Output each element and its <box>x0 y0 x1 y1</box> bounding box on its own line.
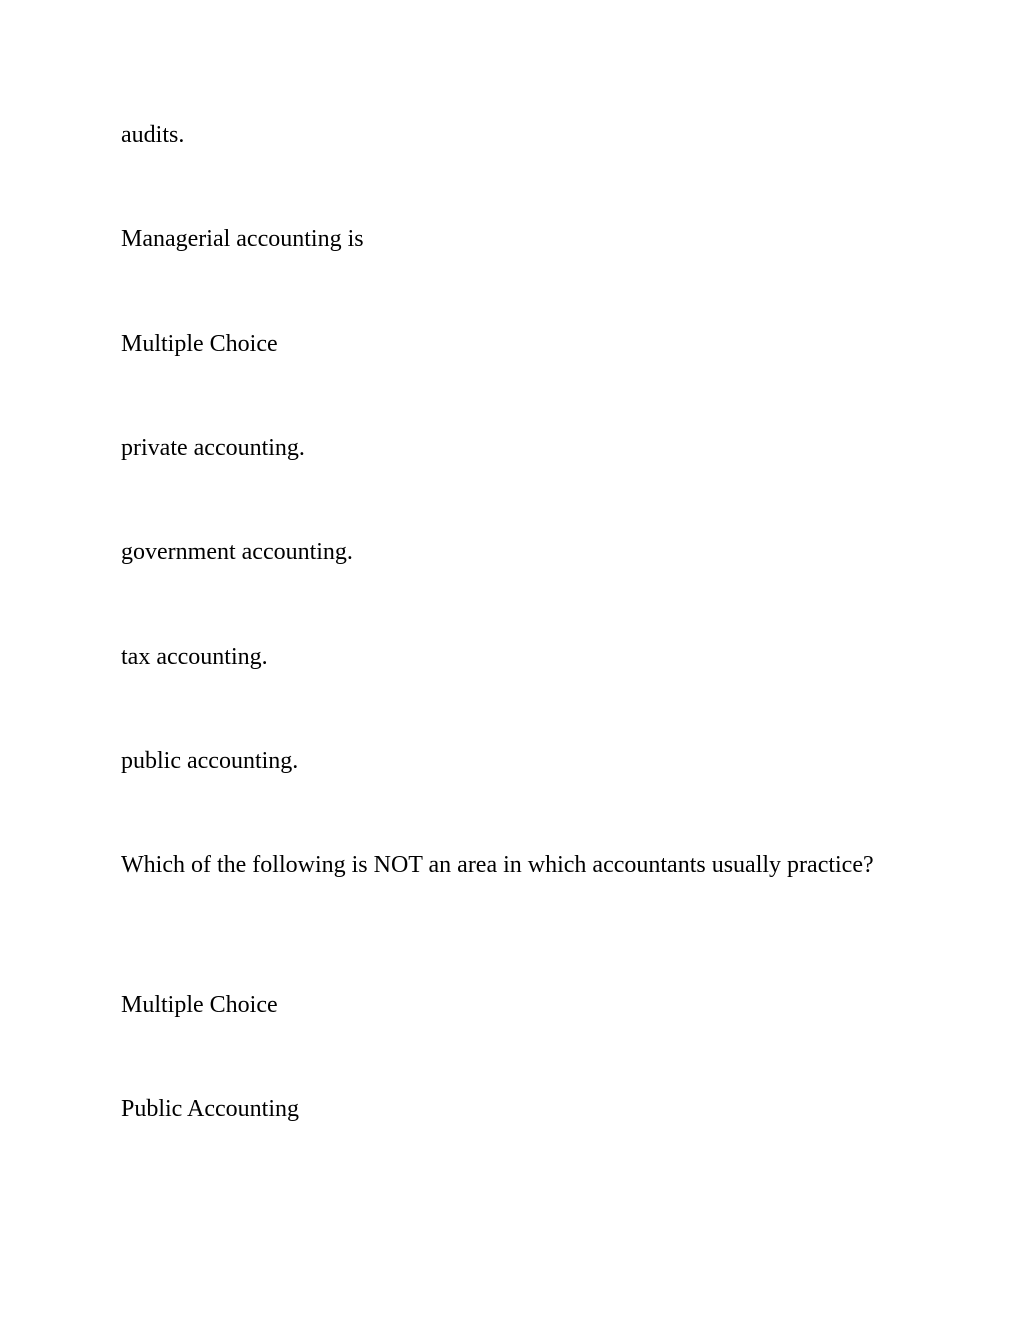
option-public-accounting: public accounting. <box>121 748 299 774</box>
option-private-accounting: private accounting. <box>121 435 305 461</box>
option-tax-accounting: tax accounting. <box>121 644 268 670</box>
question-accountant-practice-areas: Which of the following is NOT an area in which accountants usually practice? <box>121 852 874 878</box>
multiple-choice-label: Multiple Choice <box>121 331 278 357</box>
option-government-accounting: government accounting. <box>121 539 353 565</box>
question-managerial-accounting: Managerial accounting is <box>121 226 364 252</box>
multiple-choice-label: Multiple Choice <box>121 992 278 1018</box>
option-public-accounting-title: Public Accounting <box>121 1096 299 1122</box>
answer-fragment-audits: audits. <box>121 122 185 148</box>
